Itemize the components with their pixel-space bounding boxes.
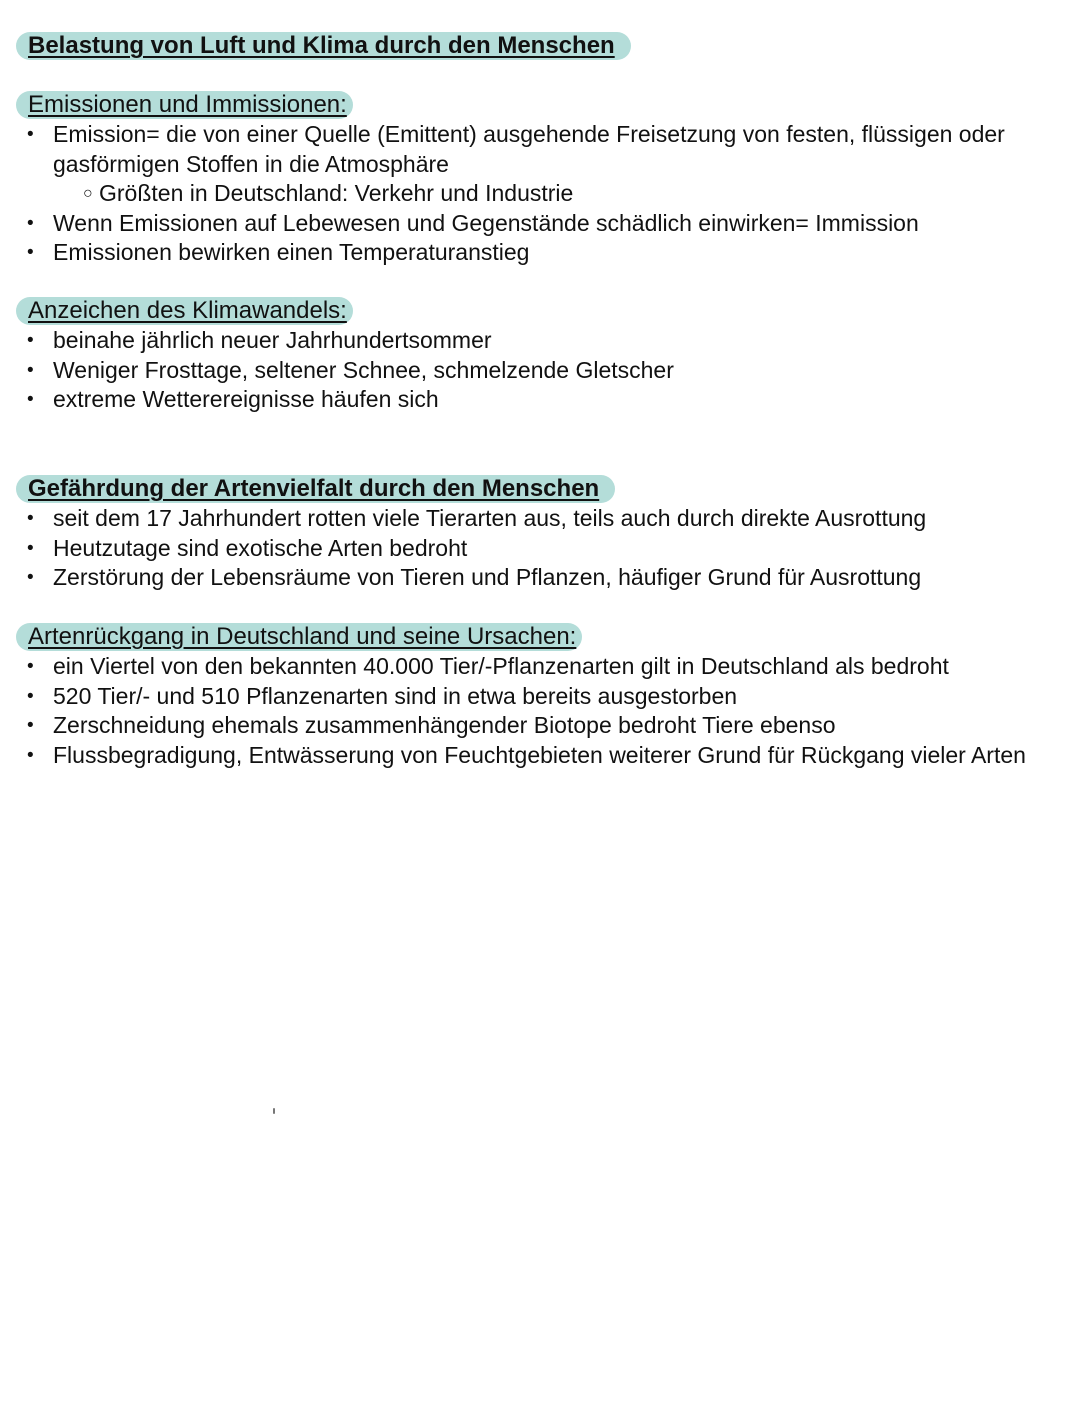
list-item-text: ein Viertel von den bekannten 40.000 Tier/-Pflanzenarten gilt in Deutschland als bedroht — [53, 653, 949, 679]
bullet-icon: • — [27, 744, 34, 766]
section-title: Belastung von Luft und Klima durch den Menschen — [16, 32, 631, 60]
list-item-text: Emission= die von einer Quelle (Emittent) ausgehende Freisetzung von festen, flüssigen oder gasförmigen Stoffen in die Atmosphäre — [53, 121, 1005, 177]
list-item — [16, 326, 1056, 356]
list-item — [16, 534, 1056, 564]
section-title: Gefährdung der Artenvielfalt durch den Menschen — [16, 475, 615, 503]
list-item-text: beinahe jährlich neuer Jahrhundertsommer — [53, 327, 492, 353]
bullet-icon: • — [27, 124, 34, 145]
list-item — [16, 711, 1056, 741]
list-item-text: 520 Tier/- und 510 Pflanzenarten sind in etwa bereits ausgestorben — [53, 682, 738, 709]
subsection-emissionen — [16, 91, 1056, 268]
subsection-artenrueckgang — [16, 623, 1056, 770]
list-item — [16, 563, 1056, 593]
bullet-icon: • — [27, 330, 34, 351]
list-item-text: seit dem 17 Jahrhundert rotten viele Tierarten aus, teils auch durch direkte Ausrottung — [53, 505, 927, 531]
list-item — [16, 385, 1056, 415]
bullet-list — [16, 652, 1056, 770]
list-item — [16, 238, 1056, 268]
bullet-list — [16, 504, 1056, 593]
list-item-text: Wenn Emissionen auf Lebewesen und Gegenstände schädlich einwirken= Immission — [53, 209, 919, 236]
list-item-text: Zerschneidung ehemals zusammenhängender Biotope bedroht Tiere ebenso — [53, 712, 836, 738]
list-item — [16, 209, 1056, 239]
bullet-icon: • — [27, 656, 34, 677]
section-luft-klima — [16, 32, 1056, 60]
sub-list-item — [53, 179, 1056, 209]
subsection-title: Artenrückgang in Deutschland und seine Ursachen: — [16, 623, 582, 651]
section-artenvielfalt — [16, 475, 1056, 593]
bullet-icon: • — [27, 508, 34, 529]
list-item — [16, 356, 1056, 386]
list-item — [16, 120, 1056, 209]
sub-list-item-text: Größten in Deutschland: Verkehr und Industrie — [99, 180, 574, 206]
bullet-icon: • — [27, 242, 34, 263]
list-item-text: Zerstörung der Lebensräume von Tieren und Pflanzen, häufiger Grund für Ausrottung — [53, 564, 922, 590]
subsection-klimawandel — [16, 297, 1056, 415]
bullet-icon: • — [27, 715, 34, 736]
circle-bullet-icon: ○ — [83, 185, 93, 202]
list-item — [16, 682, 1056, 712]
stray-pen-mark — [273, 1108, 275, 1114]
subsection-title: Anzeichen des Klimawandels: — [16, 297, 353, 325]
list-item-text: Flussbegradigung, Entwässerung von Feuchtgebieten weiterer Grund für Rückgang vieler Arten — [53, 741, 1026, 768]
subsection-title: Emissionen und Immissionen: — [16, 91, 353, 119]
bullet-icon: • — [27, 685, 34, 707]
list-item — [16, 652, 1056, 682]
bullet-icon: • — [27, 389, 34, 410]
list-item-text: Heutzutage sind exotische Arten bedroht — [53, 534, 468, 561]
bullet-list — [16, 120, 1056, 268]
bullet-icon: • — [27, 212, 34, 234]
bullet-icon: • — [27, 359, 34, 381]
list-item-text: extreme Wetterereignisse häufen sich — [53, 386, 439, 412]
bullet-icon: • — [27, 537, 34, 559]
list-item-text: Weniger Frosttage, seltener Schnee, schmelzende Gletscher — [53, 356, 674, 383]
bullet-list — [16, 326, 1056, 415]
list-item — [16, 504, 1056, 534]
bullet-icon: • — [27, 567, 34, 588]
list-item — [16, 741, 1056, 771]
sub-bullet-list — [53, 179, 1056, 209]
list-item-text: Emissionen bewirken einen Temperaturanstieg — [53, 239, 530, 265]
